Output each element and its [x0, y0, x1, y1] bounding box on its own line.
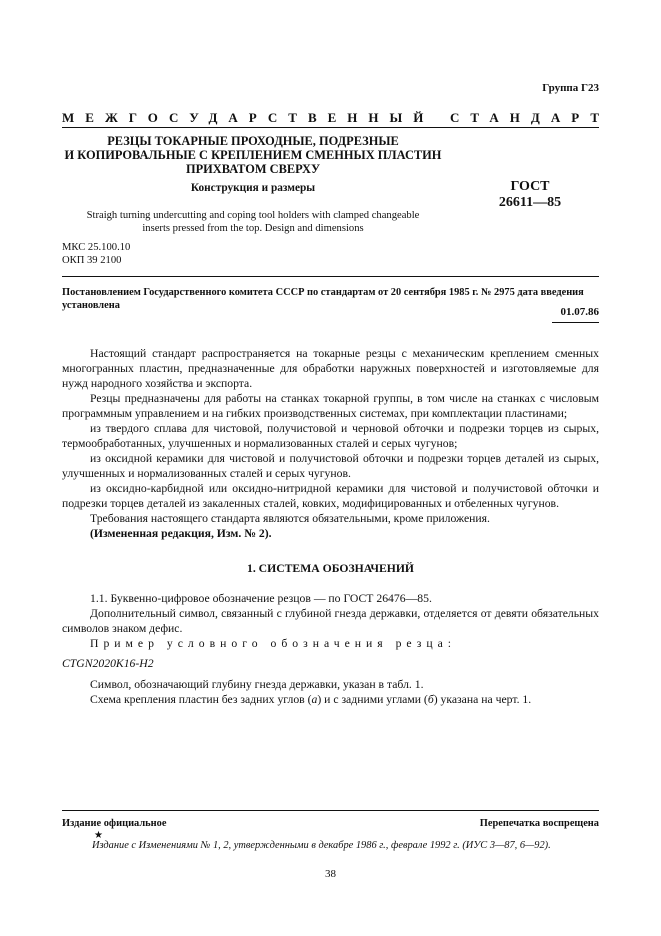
intro-paragraph: Настоящий стандарт распространяется на токарные резцы с механическим креплением сменных многогранных пластин, предназначенные для обработки наружных поверхностей и изготовляемые для нужд народного хозяйства и экспорта.: [62, 347, 599, 390]
okp-code: ОКП 39 2100: [62, 254, 122, 266]
gost-code: 26611—85: [498, 195, 562, 210]
english-title: [62, 209, 444, 235]
intro-paragraph: из оксидной керамики для чистовой и получистовой обточки и подрезки торцев деталей из сырых, улучшенных и нормализованных сталей и серых чугунов.: [62, 452, 599, 480]
section-paragraph: Символ, обозначающий глубину гнезда державки, указан в табл. 1.: [90, 678, 424, 691]
document-title: [62, 134, 444, 176]
section-paragraph: 1.1. Буквенно-цифровое обозначение резцов — по ГОСТ 26476—85.: [90, 592, 432, 605]
section-paragraph: Дополнительный символ, связанный с глубиной гнезда державки, отделяется от девяти обязательных символов знаком дефис.: [62, 607, 599, 635]
text-fragment: ) указана на черт. 1.: [433, 693, 532, 706]
star-icon: ★: [94, 830, 103, 841]
codes-rule: [62, 276, 599, 277]
standard-banner: [62, 110, 610, 126]
intro-paragraph: Требования настоящего стандарта являются обязательными, кроме приложения.: [90, 512, 490, 525]
document-subtitle: Конструкция и размеры: [190, 182, 316, 194]
gost-number: [470, 179, 590, 211]
section-1-body: [62, 591, 599, 707]
decree-text: Постановлением Государственного комитета СССР по стандартам от 20 сентября 1985 г. № 2975 дата введения установлена: [62, 287, 584, 311]
introduction-date: 01.07.86: [560, 306, 599, 318]
header-rule: [62, 127, 599, 128]
date-rule: [552, 322, 599, 323]
official-edition: Издание официальное: [62, 818, 167, 829]
intro-section: [62, 346, 599, 541]
example-label: Пример условного обозначения резца:: [90, 637, 457, 650]
title-line-2: И КОПИРОВАЛЬНЫЕ С КРЕПЛЕНИЕМ СМЕННЫХ ПЛАСТИН: [64, 148, 442, 162]
intro-paragraph: из твердого сплава для чистовой, получистовой и черновой обточки и подрезки торцев из сырых, термообработанных, улучшенных и нормализованных сталей и серых чугунов;: [62, 422, 599, 450]
english-title-line-2: inserts pressed from the top. Design and dimensions: [142, 223, 364, 234]
designation-example: CTGN2020K16-H2: [62, 657, 154, 670]
amendment-note: (Измененная редакция, Изм. № 2).: [90, 527, 272, 540]
banner-left: МЕЖГОСУДАРСТВЕННЫЙ: [62, 110, 435, 125]
footer-rule: [62, 810, 599, 811]
edition-note: Издание с Изменениями № 1, 2, утвержденными в декабре 1986 г., феврале 1992 г. (ИУС 3—87, 6—92).: [92, 840, 551, 851]
page-number: 38: [325, 868, 336, 880]
intro-paragraph: из оксидно-карбидной или оксидно-нитридной керамики для чистовой и получистовой обточки и подрезки торцев деталей из закаленных сталей, ковких, модифицированных и отбеленных чугунов.: [62, 482, 599, 510]
english-title-line-1: Straigh turning undercutting and coping tool holders with clamped changeable: [86, 210, 420, 221]
mks-code: МКС 25.100.10: [62, 242, 131, 253]
title-line-3: ПРИХВАТОМ СВЕРХУ: [185, 162, 321, 176]
classification-codes: [62, 242, 130, 267]
letter-b: б: [427, 693, 434, 706]
gost-label: ГОСТ: [510, 179, 550, 194]
intro-paragraph: Резцы предназначены для работы на станках токарной группы, в том числе на станках с числовым программным управлением и на гибких производственных системах, при комплектации пластинами;: [62, 392, 599, 420]
letter-a: а: [311, 693, 318, 706]
banner-right: СТАНДАРТ: [449, 110, 610, 125]
group-code: Группа Г23: [542, 82, 599, 94]
section-heading: 1. СИСТЕМА ОБОЗНАЧЕНИЙ: [246, 562, 415, 575]
text-fragment: Схема крепления пластин без задних углов (: [90, 693, 312, 706]
reprint-prohibited: Перепечатка воспрещена: [479, 818, 599, 829]
section-paragraph: [62, 692, 599, 707]
title-line-1: РЕЗЦЫ ТОКАРНЫЕ ПРОХОДНЫЕ, ПОДРЕЗНЫЕ: [107, 134, 399, 148]
text-fragment: ) и с задними углами (: [317, 693, 428, 706]
